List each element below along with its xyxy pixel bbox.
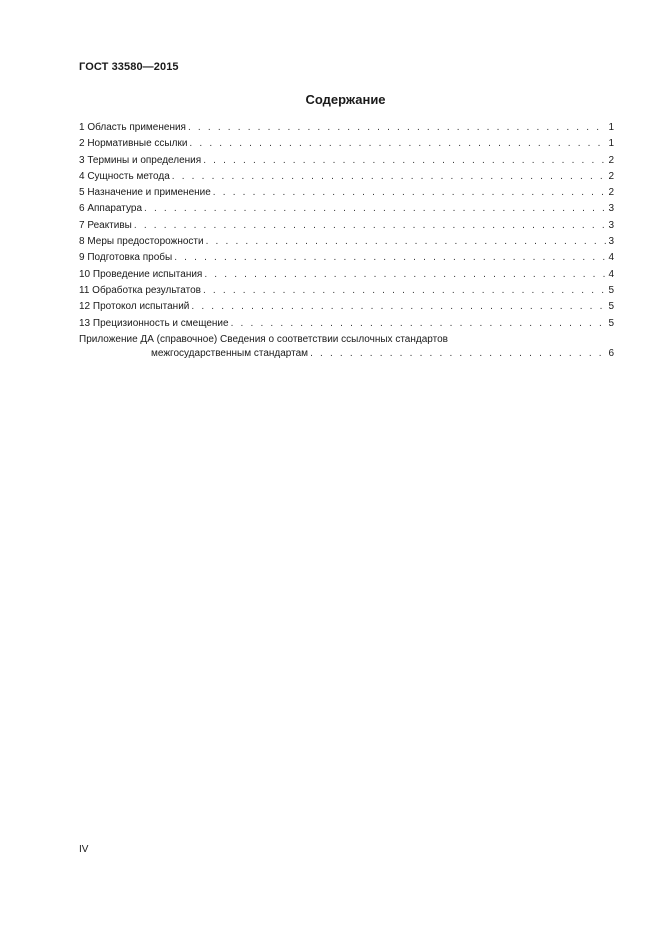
toc-page-number: 1 [608,138,614,150]
toc-leader-dots [174,250,606,266]
toc-leader-dots [189,136,606,152]
toc-leader-dots [134,218,606,234]
toc-page-number: 4 [608,268,614,280]
toc-leader-dots [204,267,606,283]
toc-leader-dots [203,153,606,169]
toc-leader-dots [144,201,606,217]
toc-label: 3 Термины и определения [79,154,202,166]
toc-entry-3[interactable] [79,153,614,169]
toc-leader-dots [188,120,606,136]
toc-entry-8[interactable] [79,234,614,250]
toc-entry-6[interactable] [79,201,614,217]
toc-label: межгосударственным стандартам [151,347,309,359]
toc-label: 13 Прецизионность и смещение [79,317,229,329]
toc-leader-dots [172,169,606,185]
toc-label: 1 Область применения [79,122,186,133]
toc-page-number: 6 [608,347,614,359]
toc-leader-dots [310,346,606,362]
toc-page-number: 2 [608,187,614,199]
toc-label: 8 Меры предосторожности [79,236,204,248]
table-of-contents [79,120,614,362]
toc-entry-12[interactable] [79,299,614,315]
toc-label: 2 Нормативные ссылки [79,138,188,150]
toc-leader-dots [213,185,606,201]
toc-leader-dots [203,283,606,299]
toc-entry-13[interactable] [79,316,614,332]
toc-leader-dots [231,316,606,332]
toc-label: 5 Назначение и применение [79,187,211,199]
toc-entry-9[interactable] [79,250,614,266]
toc-label: 6 Аппаратура [79,203,143,215]
toc-label: 12 Протокол испытаний [79,301,190,313]
appendix-title-continuation [79,346,614,362]
toc-entry-5[interactable] [79,185,614,201]
toc-label: 11 Обработка результатов [79,284,201,296]
toc-label: 4 Сущность метода [79,170,170,182]
page-title: Содержание [305,92,386,107]
document-header: ГОСТ 33580—2015 [79,61,179,73]
toc-entry-7[interactable] [79,218,614,234]
toc-page-number: 1 [608,122,614,133]
toc-label: 10 Проведение испытания [79,268,203,280]
toc-entry-10[interactable] [79,267,614,283]
toc-page-number: 3 [608,219,614,231]
page-number-footer: IV [79,844,89,855]
toc-page-number: 4 [608,252,614,264]
toc-leader-dots [206,234,606,250]
toc-label: 9 Подготовка пробы [79,252,173,264]
toc-label: 7 Реактивы [79,219,132,231]
toc-page-number: 5 [608,301,614,313]
toc-page-number: 5 [608,284,614,296]
toc-entry-11[interactable] [79,283,614,299]
toc-entry-4[interactable] [79,169,614,185]
toc-page-number: 3 [608,203,614,215]
toc-page-number: 5 [608,317,614,329]
toc-page-number: 2 [608,170,614,182]
toc-entry-1[interactable] [79,120,614,136]
toc-page-number: 3 [608,236,614,248]
toc-entry-appendix[interactable] [79,332,614,362]
toc-page-number: 2 [608,154,614,166]
toc-leader-dots [191,299,606,315]
toc-entry-2[interactable] [79,136,614,152]
appendix-title-line: Приложение ДА (справочное) Сведения о соответствии ссылочных стандартов [79,333,448,345]
